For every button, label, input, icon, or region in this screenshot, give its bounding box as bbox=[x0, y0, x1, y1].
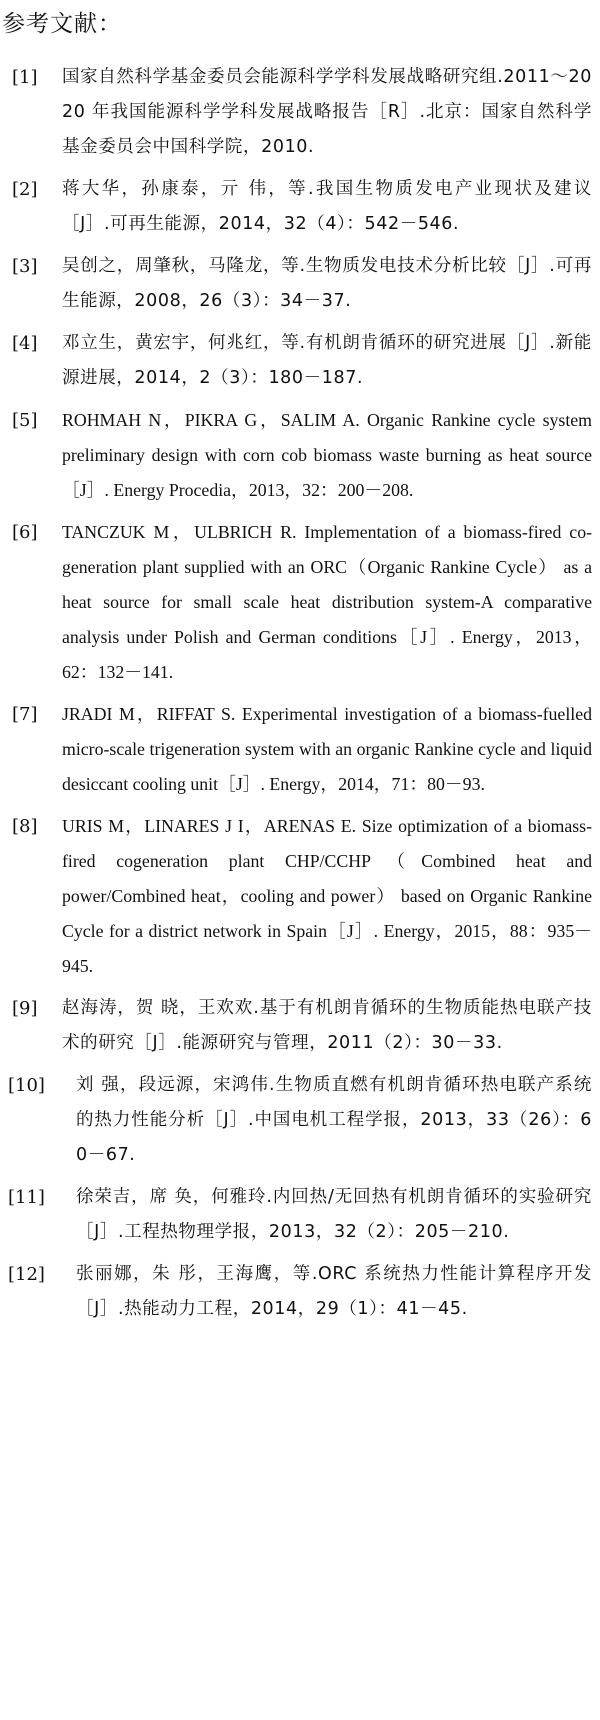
reference-item bbox=[0, 991, 600, 1061]
reference-item bbox=[0, 697, 600, 802]
reference-number: [8] bbox=[12, 816, 38, 837]
reference-text: JRADI M，RIFFAT S. Experimental investigation of a biomass-fuelled micro-scale trigeneration system with an organic Rankine cycle and liquid desiccant cooling unit［J］. Energy，2014，71：80－93. bbox=[62, 704, 592, 794]
reference-text: ROHMAH N，PIKRA G，SALIM A. Organic Rankine cycle system preliminary design with corn cob biomass waste burning as heat source［J］. Energy Procedia，2013，32：200－208. bbox=[62, 410, 592, 500]
references-heading: 参考文献： bbox=[2, 11, 122, 37]
reference-text: 蒋大华，孙康泰，亓 伟，等.我国生物质发电产业现状及建议［J］.可再生能源，2014，32（4）：542－546. bbox=[62, 179, 592, 234]
reference-item bbox=[0, 809, 600, 984]
reference-text: 赵海涛，贺 晓，王欢欢.基于有机朗肯循环的生物质能热电联产技术的研究［J］.能源研究与管理，2011（2）：30－33. bbox=[62, 998, 592, 1053]
reference-text: 国家自然科学基金委员会能源科学学科发展战略研究组.2011～2020 年我国能源科学学科发展战略报告［R］.北京：国家自然科学基金委员会中国科学院，2010. bbox=[62, 67, 592, 157]
reference-text: TANCZUK M，ULBRICH R. Implementation of a biomass-fired co-generation plant supplied with an ORC（Organic Rankine Cycle） as a heat source for small scale heat distribution system-A comparative analysis under Polish and German conditions［J］. Energy，2013，62：132－141. bbox=[62, 522, 592, 682]
reference-number: [3] bbox=[12, 256, 38, 277]
reference-item bbox=[0, 403, 600, 508]
reference-list bbox=[0, 60, 600, 1334]
reference-number: [7] bbox=[12, 704, 38, 725]
reference-text: 徐荣吉，席 奂，何雅玲.内回热/无回热有机朗肯循环的实验研究［J］.工程热物理学报，2013，32（2）：205－210. bbox=[76, 1187, 592, 1242]
reference-number: [10] bbox=[8, 1075, 45, 1096]
reference-item bbox=[0, 515, 600, 690]
reference-text: 邓立生，黄宏宇，何兆红，等.有机朗肯循环的研究进展［J］.新能源进展，2014，2（3）：180－187. bbox=[62, 333, 592, 388]
reference-number: [1] bbox=[12, 67, 38, 88]
reference-number: [5] bbox=[12, 410, 38, 431]
reference-item bbox=[0, 1068, 600, 1173]
reference-text: 张丽娜，朱 彤，王海鹰，等.ORC 系统热力性能计算程序开发［J］.热能动力工程，2014，29（1）：41－45. bbox=[76, 1264, 592, 1319]
reference-text: URIS M，LINARES J I，ARENAS E. Size optimization of a biomass-fired cogeneration plant CHP/CCHP（Combined heat and power/Combined heat，cooling and power） based on Organic Rankine Cycle for a district network in Spain［J］. Energy，2015，88：935－945. bbox=[62, 816, 592, 976]
reference-number: [12] bbox=[8, 1264, 45, 1285]
reference-number: [4] bbox=[12, 333, 38, 354]
reference-item bbox=[0, 60, 600, 165]
reference-number: [6] bbox=[12, 522, 38, 543]
reference-item bbox=[0, 1257, 600, 1327]
reference-item bbox=[0, 1180, 600, 1250]
reference-text: 刘 强，段远源，宋鸿伟.生物质直燃有机朗肯循环热电联产系统的热力性能分析［J］.中国电机工程学报，2013，33（26）：60－67. bbox=[76, 1075, 592, 1165]
reference-number: [2] bbox=[12, 179, 38, 200]
reference-text: 吴创之，周肇秋，马隆龙，等.生物质发电技术分析比较［J］.可再生能源，2008，26（3）：34－37. bbox=[62, 256, 592, 311]
reference-number: [11] bbox=[8, 1187, 45, 1208]
reference-item bbox=[0, 249, 600, 319]
reference-number: [9] bbox=[12, 998, 38, 1019]
reference-item bbox=[0, 172, 600, 242]
reference-item bbox=[0, 326, 600, 396]
